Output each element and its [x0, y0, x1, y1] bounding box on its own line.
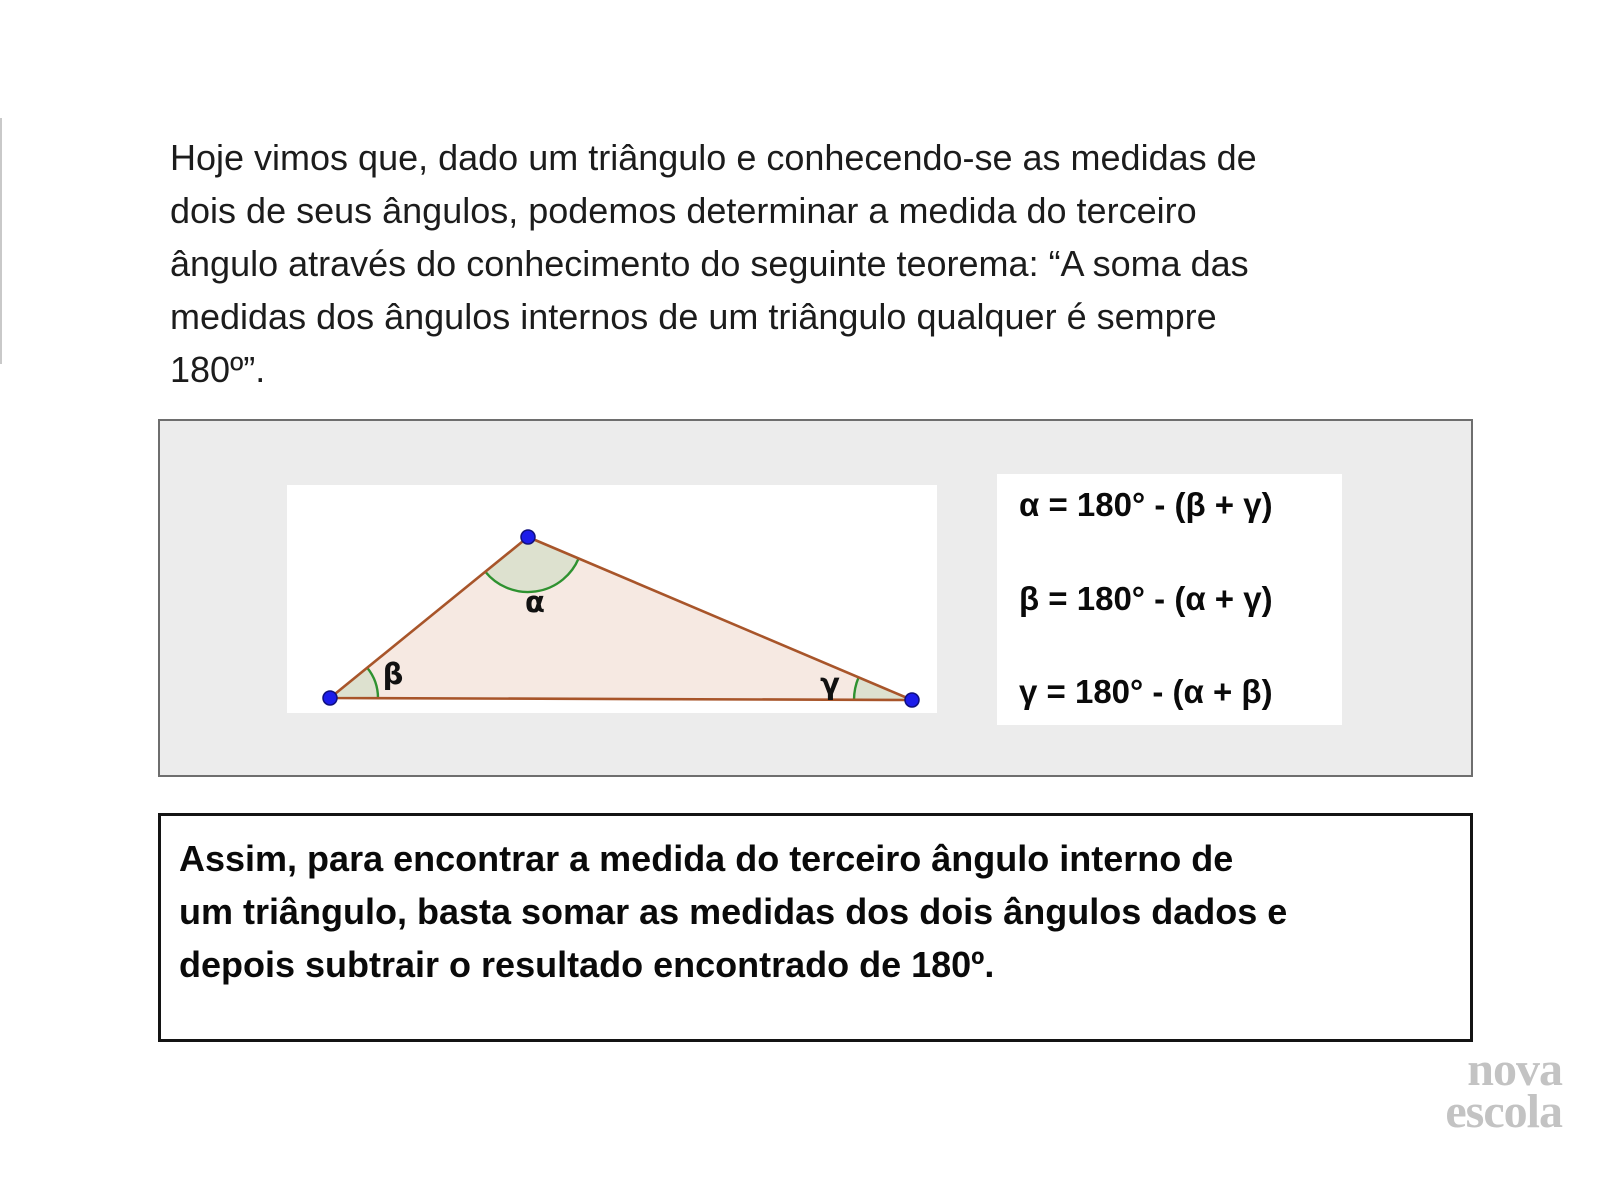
vertex-dot-left — [323, 691, 337, 705]
angle-alpha-label: α — [525, 585, 545, 619]
conclusion-line: Assim, para encontrar a medida do terceiro ângulo interno de — [179, 838, 1234, 879]
angle-gamma-label: γ — [820, 667, 840, 701]
intro-paragraph — [170, 131, 1460, 396]
nova-escola-logo — [1445, 1043, 1562, 1138]
triangle-figure — [287, 485, 937, 713]
logo-line-nova: nova — [1467, 1043, 1562, 1096]
vertex-dot-top — [521, 530, 535, 544]
intro-line: 180º”. — [170, 349, 266, 390]
figure-panel — [158, 419, 1473, 777]
conclusion-line: depois subtrair o resultado encontrado de 180º. — [179, 944, 995, 985]
angle-beta-label: β — [382, 657, 404, 691]
conclusion-line: um triângulo, basta somar as medidas dos dois ângulos dados e — [179, 891, 1288, 932]
logo-line-escola: escola — [1445, 1085, 1562, 1138]
formula-beta: β = 180° - (α + γ) — [1019, 579, 1273, 617]
triangle-svg — [287, 485, 937, 713]
intro-line: medidas dos ângulos internos de um triângulo qualquer é sempre — [170, 296, 1217, 337]
conclusion-box — [158, 813, 1473, 1042]
formula-box — [997, 474, 1342, 725]
formula-alpha: α = 180° - (β + γ) — [1019, 486, 1273, 523]
slide-edge-accent — [0, 118, 2, 364]
intro-line: Hoje vimos que, dado um triângulo e conhecendo-se as medidas de — [170, 137, 1257, 178]
formula-gamma: γ = 180° - (α + β) — [1019, 673, 1273, 710]
vertex-dot-right — [905, 693, 919, 707]
intro-line: dois de seus ângulos, podemos determinar a medida do terceiro — [170, 190, 1197, 231]
intro-line: ângulo através do conhecimento do seguinte teorema: “A soma das — [170, 243, 1249, 284]
